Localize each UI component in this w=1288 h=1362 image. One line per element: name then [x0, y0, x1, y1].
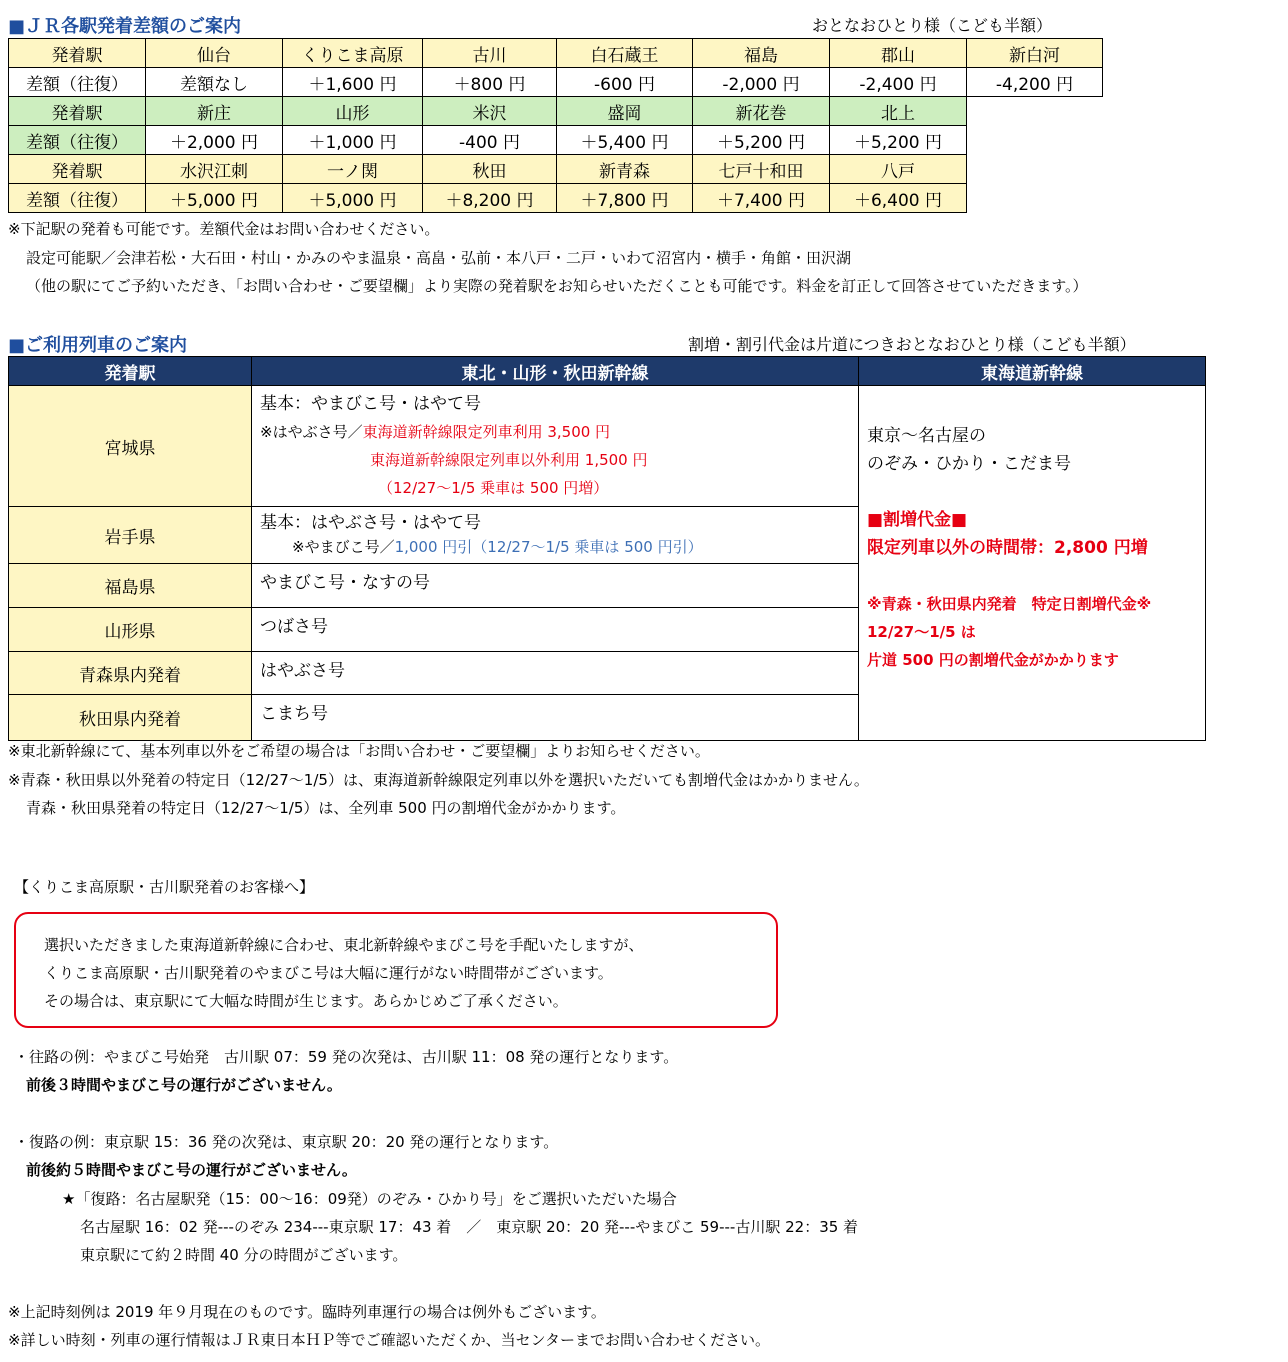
station-cell: 福島	[693, 39, 830, 68]
return-example: ・復路の例：東京駅 15：36 発の次発は、東京駅 20：20 発の運行となります。	[14, 1133, 559, 1151]
diff-cell: ＋7,400 円	[693, 184, 830, 213]
special-title: ※青森・秋田県内発着 特定日割増代金※	[867, 595, 1152, 613]
pref-fukushima: 福島県	[9, 564, 252, 608]
fare-section-note: おとなおひとり様（こども半額）	[812, 16, 1053, 35]
notice-line-2: くりこま高原駅・古川駅発着のやまびこ号は大幅に運行がない時間帯がございます。	[44, 964, 613, 982]
fare-row-diffs-3	[9, 184, 1103, 213]
diff-cell: ＋7,800 円	[557, 184, 693, 213]
fare-row-stations-1	[9, 39, 1103, 68]
notice-line-3: その場合は、東京駅にて大幅な時間が生じます。あらかじめご了承ください。	[44, 992, 568, 1010]
notice-line-1: 選択いただきました東海道新幹線に合わせ、東北新幹線やまびこ号を手配いたしますが、	[44, 936, 644, 954]
train-section-title: ■ご利用列車のご案内	[8, 335, 188, 356]
diff-label: 差額（往復）	[9, 184, 146, 213]
station-cell: 北上	[830, 97, 967, 126]
station-cell: 盛岡	[557, 97, 693, 126]
fare-row-diffs-2	[9, 126, 1103, 155]
fare-footnote-1: ※下記駅の発着も可能です。差額代金はお問い合わせください。	[8, 220, 440, 238]
surcharge-text: 限定列車以外の時間帯：2,800 円増	[867, 538, 1148, 558]
diff-cell: -600 円	[557, 68, 693, 97]
diff-cell: ＋5,400 円	[557, 126, 693, 155]
station-cell: 新青森	[557, 155, 693, 184]
miyagi-basic: 基本：やまびこ号・はやて号	[260, 394, 481, 414]
surcharge-title: ■割増代金■	[867, 510, 968, 530]
outbound-example: ・往路の例：やまびこ号始発 古川駅 07：59 発の次発は、古川駅 11：08 発の運行となります。	[14, 1048, 679, 1066]
station-cell: 仙台	[146, 39, 283, 68]
fare-row-diffs-1	[9, 68, 1103, 97]
aomori-trains: はやぶさ号	[252, 652, 859, 695]
miyagi-line2: ※はやぶさ号／東海道新幹線限定列車利用 3,500 円	[260, 423, 611, 441]
special-text: 片道 500 円の割増代金がかかります	[867, 651, 1119, 669]
train-section-note: 割増・割引代金は片道につきおとなおひとり様（こども半額）	[688, 335, 1136, 354]
station-cell: くりこま高原	[283, 39, 423, 68]
train-footnote-2: ※青森・秋田県以外発着の特定日（12/27～1/5）は、東海道新幹線限定列車以外を選択いただいても割増代金はかかりません。	[8, 771, 869, 789]
diff-cell: ＋800 円	[423, 68, 557, 97]
pref-miyagi: 宮城県	[9, 386, 252, 507]
diff-cell: ＋5,000 円	[283, 184, 423, 213]
row-miyagi	[9, 386, 1206, 507]
header-tokaido: 東海道新幹線	[859, 357, 1206, 386]
tokaido-line2: のぞみ・ひかり・こだま号	[867, 454, 1071, 474]
outbound-note: 前後３時間やまびこ号の運行がございません。	[26, 1076, 342, 1094]
akita-trains: こまち号	[252, 695, 859, 741]
train-footnote-1: ※東北新幹線にて、基本列車以外をご希望の場合は「お問い合わせ・ご要望欄」よりお知らせください。	[8, 742, 710, 760]
station-cell: 一ノ関	[283, 155, 423, 184]
final-note-2: ※詳しい時刻・列車の運行情報はＪＲ東日本ＨＰ等でご確認いただくか、当センターまでお問い合わせください。	[8, 1331, 770, 1349]
route-detail: 名古屋駅 16：02 発---のぞみ 234---東京駅 17：43 着 ／ 東京駅 20：20 発---やまびこ 59---古川駅 22：35 着	[80, 1218, 859, 1236]
wait-detail: 東京駅にて約２時間 40 分の時間がございます。	[80, 1246, 408, 1264]
train-table-header	[9, 357, 1206, 386]
pref-yamagata: 山形県	[9, 608, 252, 652]
diff-cell: ＋8,200 円	[423, 184, 557, 213]
miyagi-line4: （12/27～1/5 乗車は 500 円増）	[378, 479, 609, 497]
diff-cell: -4,200 円	[967, 68, 1103, 97]
diff-cell: 差額なし	[146, 68, 283, 97]
station-label: 発着駅	[9, 39, 146, 68]
special-dates: 12/27～1/5 は	[867, 623, 976, 641]
fare-section-title: ■ＪＲ各駅発着差額のご案内	[8, 16, 242, 37]
kurikoma-heading: 【くりこま高原駅・古川駅発着のお客様へ】	[14, 878, 315, 896]
fukushima-trains: やまびこ号・なすの号	[252, 564, 859, 608]
diff-cell: -2,000 円	[693, 68, 830, 97]
train-footnote-3: 青森・秋田県発着の特定日（12/27～1/5）は、全列車 500 円の割増代金がかかります。	[26, 799, 626, 817]
star-case: ★「復路：名古屋駅発（15：00～16：09発）のぞみ・ひかり号」をご選択いただいた場合	[62, 1190, 677, 1208]
diff-cell: ＋2,000 円	[146, 126, 283, 155]
diff-cell: ＋5,000 円	[146, 184, 283, 213]
station-cell: 古川	[423, 39, 557, 68]
final-note-1: ※上記時刻例は 2019 年９月現在のものです。臨時列車運行の場合は例外もございます。	[8, 1303, 606, 1321]
miyagi-trains	[252, 386, 859, 507]
pref-aomori: 青森県内発着	[9, 652, 252, 695]
station-label: 発着駅	[9, 97, 146, 126]
station-cell: 八戸	[830, 155, 967, 184]
header-tohoku: 東北・山形・秋田新幹線	[252, 357, 859, 386]
fare-row-stations-3	[9, 155, 1103, 184]
fare-table	[8, 38, 1103, 213]
station-cell: 郡山	[830, 39, 967, 68]
station-cell: 白石蔵王	[557, 39, 693, 68]
yamagata-trains: つばさ号	[252, 608, 859, 652]
miyagi-line3: 東海道新幹線限定列車以外利用 1,500 円	[370, 451, 648, 469]
diff-label: 差額（往復）	[9, 68, 146, 97]
diff-cell: ＋5,200 円	[693, 126, 830, 155]
station-cell: 七戸十和田	[693, 155, 830, 184]
fare-row-stations-2	[9, 97, 1103, 126]
diff-cell: -2,400 円	[830, 68, 967, 97]
tokaido-cell	[859, 386, 1206, 741]
train-table	[8, 356, 1206, 741]
return-note: 前後約５時間やまびこ号の運行がございません。	[26, 1161, 357, 1179]
pref-akita: 秋田県内発着	[9, 695, 252, 741]
diff-cell: -400 円	[423, 126, 557, 155]
diff-cell: ＋5,200 円	[830, 126, 967, 155]
station-cell: 山形	[283, 97, 423, 126]
diff-cell: ＋6,400 円	[830, 184, 967, 213]
station-cell: 水沢江刺	[146, 155, 283, 184]
tokaido-line1: 東京～名古屋の	[867, 426, 986, 446]
fare-footnote-3: （他の駅にてご予約いただき、「お問い合わせ・ご要望欄」より実際の発着駅をお知らせいただくことも可能です。料金を訂正して回答させていただきます。）	[26, 277, 1088, 295]
pref-iwate: 岩手県	[9, 507, 252, 564]
diff-cell: ＋1,000 円	[283, 126, 423, 155]
iwate-basic: 基本：はやぶさ号・はやて号	[260, 513, 481, 533]
iwate-trains	[252, 507, 859, 564]
station-cell: 新庄	[146, 97, 283, 126]
station-cell: 新花巻	[693, 97, 830, 126]
diff-label: 差額（往復）	[9, 126, 146, 155]
station-cell: 秋田	[423, 155, 557, 184]
station-cell: 新白河	[967, 39, 1103, 68]
fare-footnote-2: 設定可能駅／会津若松・大石田・村山・かみのやま温泉・高畠・弘前・本八戸・二戸・いわて沼宮内・横手・角館・田沢湖	[26, 249, 852, 267]
station-cell: 米沢	[423, 97, 557, 126]
header-station: 発着駅	[9, 357, 252, 386]
iwate-line2: ※やまびこ号／1,000 円引（12/27～1/5 乗車は 500 円引）	[292, 538, 703, 556]
diff-cell: ＋1,600 円	[283, 68, 423, 97]
station-label: 発着駅	[9, 155, 146, 184]
